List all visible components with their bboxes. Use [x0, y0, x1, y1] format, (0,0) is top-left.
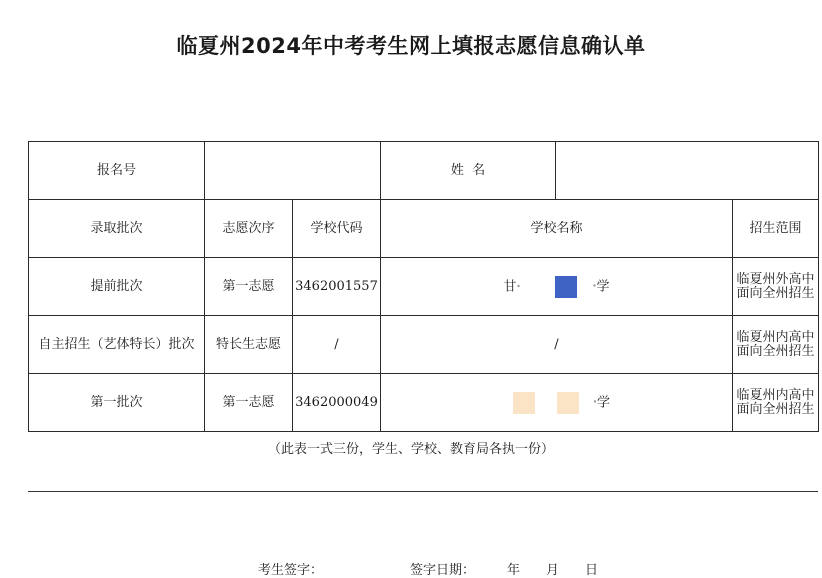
- col-school: 学校名称: [381, 200, 733, 258]
- row-order: 第一志愿: [205, 374, 293, 432]
- school-name-fragment: ꞏ: [592, 395, 597, 410]
- row-code: 3462001557: [293, 258, 381, 316]
- row-code: 3462000049: [293, 374, 381, 432]
- table-row: [29, 374, 819, 432]
- col-order: 志愿次序: [205, 200, 293, 258]
- row-order: 第一志愿: [205, 258, 293, 316]
- school-name-fragment: ꞏ: [516, 279, 521, 294]
- row-scope: 临夏州内高中面向全州招生: [733, 374, 819, 432]
- row-school: [381, 258, 733, 316]
- redaction-block: [513, 392, 535, 414]
- col-code: 学校代码: [293, 200, 381, 258]
- redaction-block: [557, 392, 579, 414]
- page-title: 临夏州2024年中考考生网上填报志愿信息确认单: [176, 34, 646, 58]
- row-scope: 临夏州内高中面向全州招生: [733, 316, 819, 374]
- table-row: [29, 316, 819, 374]
- date-day: 日: [585, 563, 599, 578]
- name-label: 姓 名: [381, 142, 556, 200]
- copies-note: （此表一式三份，学生、学校、教育局各执一份）: [267, 442, 554, 457]
- row-batch: 提前批次: [29, 258, 205, 316]
- row-school: [381, 374, 733, 432]
- student-signature-label: 考生签字：: [258, 563, 324, 578]
- name-field: [556, 142, 819, 200]
- reg-no-field: [205, 142, 381, 200]
- row-order: 特长生志愿: [205, 316, 293, 374]
- divider: [28, 491, 818, 492]
- school-name-suffix: 学: [597, 395, 611, 410]
- row-school: /: [381, 316, 733, 374]
- row-scope: 临夏州外高中面向全州招生: [733, 258, 819, 316]
- row-batch: 自主招生（艺体特长）批次: [29, 316, 205, 374]
- redaction-block: [555, 276, 577, 298]
- header-row: [29, 142, 819, 200]
- confirmation-table: [28, 141, 819, 432]
- school-name-prefix: 甘: [503, 279, 517, 294]
- school-name-fragment: ꞏ: [592, 279, 597, 294]
- col-batch: 录取批次: [29, 200, 205, 258]
- table-row: [29, 258, 819, 316]
- row-batch: 第一批次: [29, 374, 205, 432]
- signature-date-label: 签字日期：: [410, 563, 476, 578]
- reg-no-label: 报名号: [29, 142, 205, 200]
- row-code: /: [293, 316, 381, 374]
- col-scope: 招生范围: [733, 200, 819, 258]
- school-name-suffix: 学: [596, 279, 610, 294]
- date-month: 月: [546, 563, 560, 578]
- column-header-row: [29, 200, 819, 258]
- date-year: 年: [507, 563, 521, 578]
